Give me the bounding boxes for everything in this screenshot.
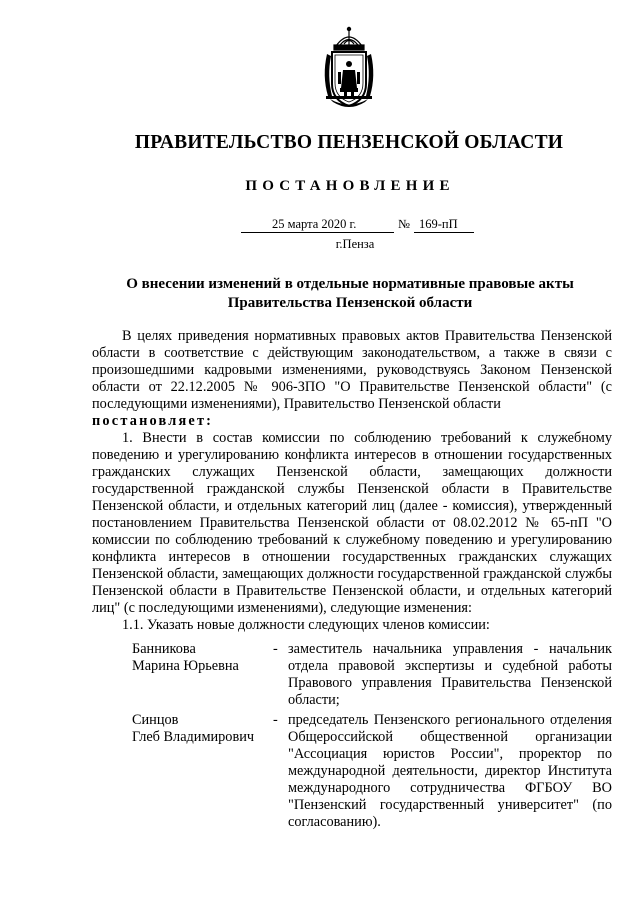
member-name	[132, 641, 272, 675]
member-dash: -	[273, 712, 278, 728]
member-given-name: Марина Юрьевна	[132, 658, 239, 674]
number-sign: №	[398, 217, 410, 231]
number-underline	[414, 232, 474, 233]
document-date: 25 марта 2020 г.	[272, 217, 357, 231]
item-1: 1. Внести в состав комиссии по соблюдению требований к служебному поведению и урегулированию конфликта интересов в отношении государственных гражданских служащих Пензенской области, замещающих должности государственной гражданской службы Пензенской области в Правительстве Пензенской области, и отдельных категорий лиц (далее - комиссия), утвержденный постановлением Правительства Пензенской области от 08.02.2012 № 65-пП "О комиссии по соблюдению требований к служебному поведению и урегулированию конфликта интересов в отношении государственных гражданских служащих Пензенской области, замещающих должности государственной гражданской службы Пензенской области в Правительстве Пензенской области, и отдельных категорий лиц" (с последующими изменениями), следующие изменения:	[92, 430, 612, 616]
preamble-text: В целях приведения нормативных правовых актов Правительства Пензенской области в соответствие с действующим законодательством, а также в связи с произошедшими кадровыми изменениями, руководствуясь Законом Пензенской области от 22.12.2005 № 906-ЗПО "О Правительстве Пензенской области" (с последующими изменениями), Правительство Пензенской области	[92, 328, 612, 412]
document-type: ПОСТАНОВЛЕНИЕ	[245, 178, 455, 194]
government-title: ПРАВИТЕЛЬСТВО ПЕНЗЕНСКОЙ ОБЛАСТИ	[134, 132, 564, 153]
document-number: 169-пП	[419, 217, 458, 231]
decree-word: постановляет:	[92, 413, 214, 429]
document-body	[92, 328, 612, 634]
member-surname: Банникова	[132, 641, 196, 657]
date-underline	[241, 232, 394, 233]
city: г.Пенза	[335, 237, 375, 251]
member-position: председатель Пензенского регионального отделения Общероссийской общественной организации "Ассоциация юристов России", проректор по международной деятельности, директор Института международного сотрудничества ФГБОУ ВО "Пензенский государственный университет" (по согласованию).	[288, 712, 612, 830]
subject-line-1: О внесении изменений в отдельные нормативные правовые акты	[126, 276, 574, 292]
preamble	[92, 328, 612, 413]
subject-line-2: Правительства Пензенской области	[227, 295, 473, 311]
member-dash: -	[273, 641, 278, 657]
coat-of-arms-icon	[318, 26, 380, 112]
member-given-name: Глеб Владимирович	[132, 729, 255, 745]
member-surname: Синцов	[132, 712, 179, 728]
member-position: заместитель начальника управления - начальник отдела правовой экспертизы и судебной работы Правового управления Правительства Пензенской области;	[288, 641, 612, 708]
item-1-1: 1.1. Указать новые должности следующих членов комиссии:	[122, 617, 490, 633]
subject-heading	[0, 275, 640, 313]
member-name	[132, 712, 272, 746]
